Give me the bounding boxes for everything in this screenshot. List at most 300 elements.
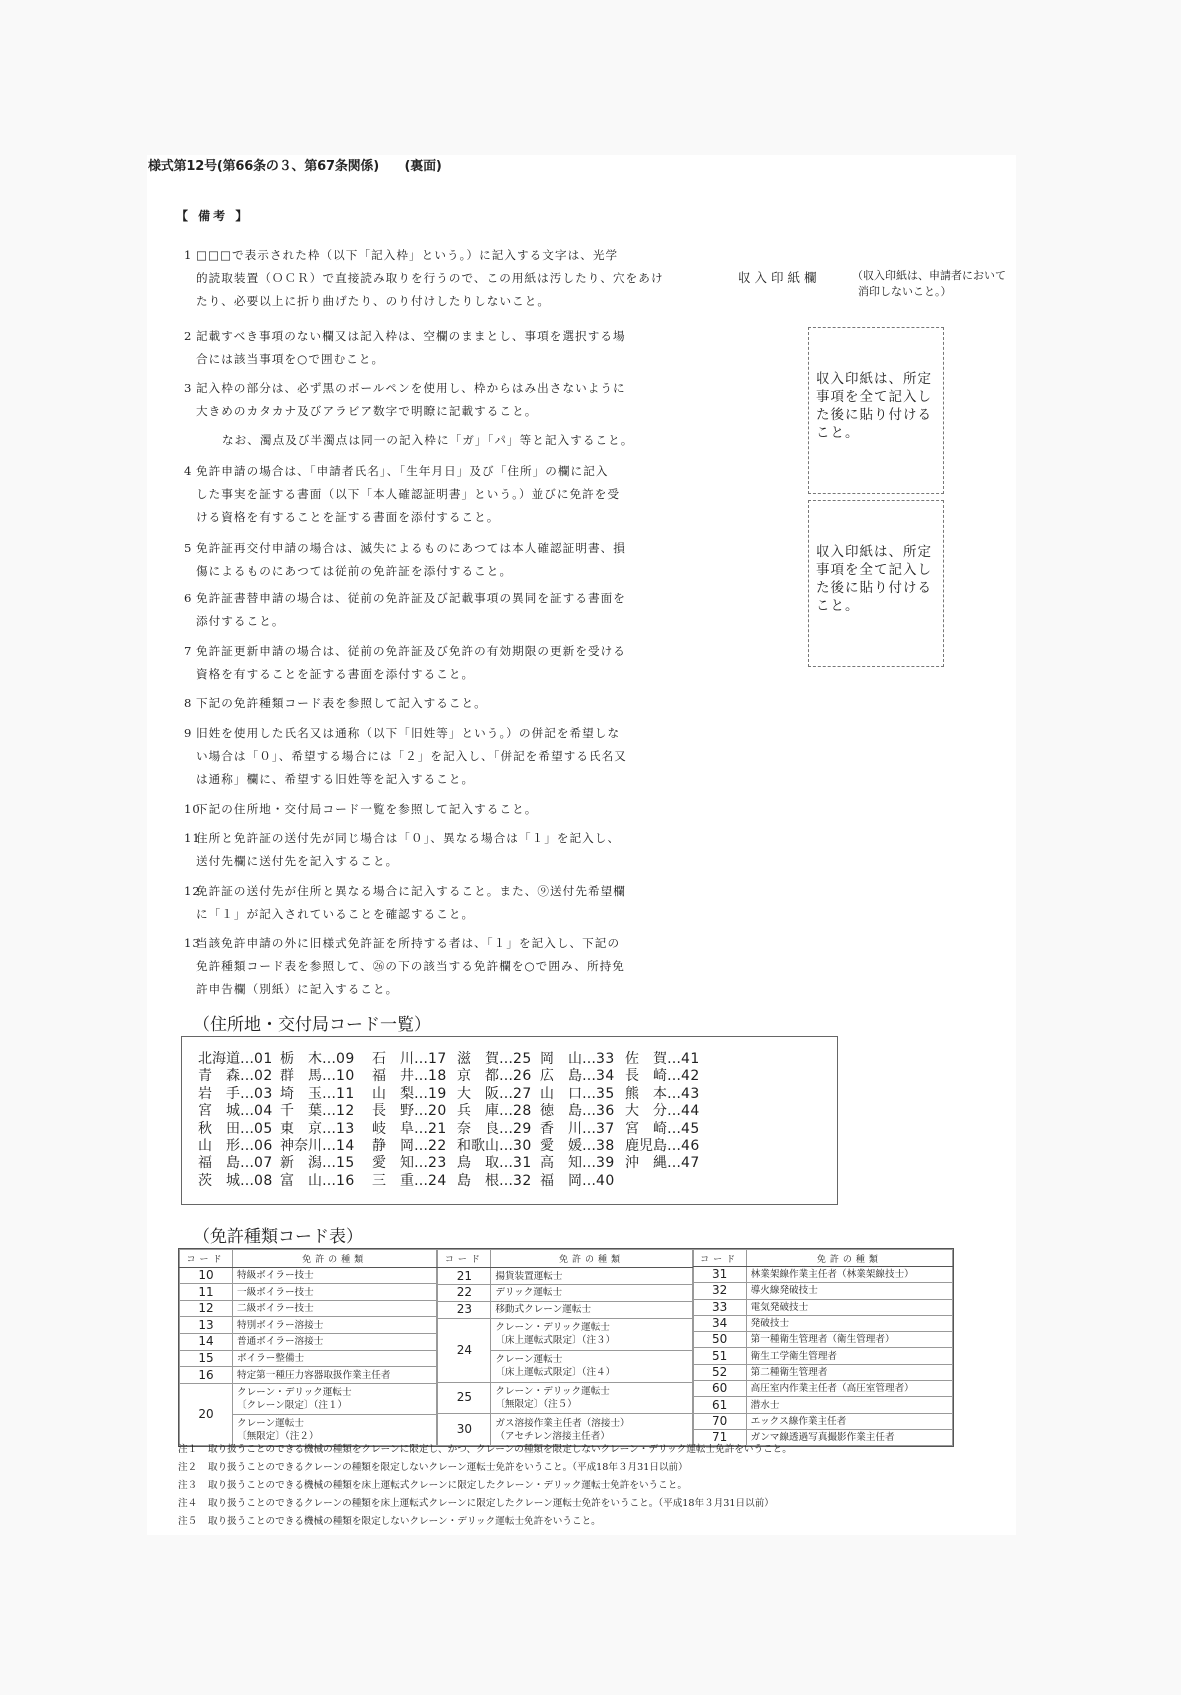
leader-dots: … <box>499 1137 513 1154</box>
remark-item <box>184 798 537 821</box>
leader-dots: … <box>582 1155 596 1172</box>
prefecture-code: 15 <box>336 1155 355 1172</box>
leader-dots: … <box>582 1103 596 1120</box>
prefecture-code: 01 <box>254 1051 273 1067</box>
license-code: 14 <box>180 1334 233 1351</box>
prefecture-name: 熊 本 <box>625 1085 667 1102</box>
remark-item <box>184 537 626 583</box>
remark-line: 免許申請の場合は、「申請者氏名」、「生年月日」及び「住所」の欄に記入 <box>196 464 609 478</box>
leader-dots: … <box>582 1120 596 1137</box>
license-code: 52 <box>693 1364 746 1380</box>
leader-dots: … <box>667 1103 681 1120</box>
table-row <box>693 1315 952 1331</box>
prefecture-code: 36 <box>596 1103 615 1120</box>
residence-code-entry <box>457 1103 540 1120</box>
prefecture-code: 34 <box>596 1068 615 1085</box>
prefecture-name: 兵 庫 <box>457 1103 499 1120</box>
license-code: 30 <box>438 1414 491 1446</box>
note-label: 注２ <box>178 1462 198 1473</box>
prefecture-name: 香 川 <box>540 1120 582 1137</box>
prefecture-name: 東 京 <box>280 1120 322 1137</box>
prefecture-name: 鹿児島 <box>625 1137 667 1154</box>
prefecture-name: 山 梨 <box>372 1085 414 1102</box>
prefecture-code: 29 <box>513 1120 532 1137</box>
residence-code-entry <box>457 1173 540 1190</box>
table-row <box>438 1301 692 1318</box>
stamp-box-line: 事項を全て記入し <box>816 389 932 405</box>
leader-dots: … <box>499 1172 513 1189</box>
prefecture-code: 22 <box>428 1137 447 1154</box>
remark-line: なお、濁点及び半濁点は同一の記入枠に「ガ」「パ」等と記入すること。 <box>222 433 634 447</box>
prefecture-code: 37 <box>596 1120 615 1137</box>
table-row <box>693 1299 952 1315</box>
remark-item <box>184 377 626 423</box>
residence-code-entry <box>540 1138 625 1155</box>
remark-line: 当該免許申請の外に旧様式免許証を所持する者は、「１」を記入し、下記の <box>196 936 621 950</box>
prefecture-name: 長 野 <box>372 1103 414 1120</box>
residence-code-entry <box>198 1121 280 1138</box>
prefecture-code: 39 <box>596 1155 615 1172</box>
residence-code-entry <box>280 1173 372 1190</box>
prefecture-code: 20 <box>428 1103 447 1120</box>
license-type: 特別ボイラー溶接士 <box>233 1317 437 1334</box>
table-row <box>438 1268 692 1285</box>
leader-dots: … <box>667 1155 681 1172</box>
prefecture-code: 14 <box>336 1137 355 1154</box>
license-code: 33 <box>693 1299 746 1315</box>
note-text: 取り扱うことのできるクレーンの種類を床上運転式クレーンに限定したクレーン運転士免許をいうこと。（平成18年３月31日以前） <box>208 1498 774 1509</box>
residence-code-entry <box>625 1121 705 1138</box>
table-row <box>693 1283 952 1299</box>
residence-code-entry <box>280 1155 372 1172</box>
prefecture-code: 28 <box>513 1103 532 1120</box>
remark-line: 送付先欄に送付先を記入すること。 <box>196 854 399 868</box>
leader-dots: … <box>414 1155 428 1172</box>
remarks-heading: 【 備考 】 <box>176 209 251 223</box>
leader-dots: … <box>499 1068 513 1085</box>
leader-dots: … <box>667 1120 681 1137</box>
prefecture-code: 13 <box>336 1120 355 1137</box>
license-code: 23 <box>438 1301 491 1318</box>
note-text: 取り扱うことのできるクレーンの種類を限定しないクレーン運転士免許をいうこと。（平成18年３月31日以前） <box>208 1462 688 1473</box>
license-type: 衛生工学衛生管理者 <box>746 1348 952 1364</box>
license-type: 二級ボイラー技士 <box>233 1300 437 1317</box>
residence-code-entry <box>540 1068 625 1085</box>
remark-number: 3 <box>184 381 193 395</box>
residence-code-entry <box>198 1155 280 1172</box>
header-license-type: 免許の種類 <box>746 1250 952 1267</box>
leader-dots: … <box>240 1155 254 1172</box>
prefecture-code: 05 <box>254 1120 273 1137</box>
residence-code-entry <box>372 1103 457 1120</box>
license-table-col1 <box>179 1249 437 1446</box>
leader-dots: … <box>582 1051 596 1067</box>
prefecture-name: 岐 阜 <box>372 1120 414 1137</box>
prefecture-code: 08 <box>254 1172 273 1189</box>
license-type: エックス線作業主任者 <box>746 1413 952 1429</box>
prefecture-code: 16 <box>336 1172 355 1189</box>
table-row <box>693 1267 952 1283</box>
table-row <box>693 1348 952 1364</box>
remark-number: 13 <box>184 936 201 950</box>
prefecture-code: 30 <box>513 1137 532 1154</box>
leader-dots: … <box>322 1068 336 1085</box>
residence-code-entry <box>625 1103 705 1120</box>
prefecture-name: 島 根 <box>457 1172 499 1189</box>
prefecture-name: 愛 知 <box>372 1155 414 1172</box>
leader-dots: … <box>414 1051 428 1067</box>
remark-line: 下記の免許種類コード表を参照して記入すること。 <box>196 696 487 710</box>
license-type: 一級ボイラー技士 <box>233 1284 437 1301</box>
leader-dots: … <box>322 1137 336 1154</box>
prefecture-name: 愛 媛 <box>540 1137 582 1154</box>
leader-dots: … <box>667 1051 681 1067</box>
residence-code-entry <box>372 1086 457 1103</box>
stamp-box-line: 事項を全て記入し <box>816 562 932 578</box>
remark-line: 的読取装置（ＯＣＲ）で直接読み取りを行うので、この用紙は汚したり、穴をあけ <box>196 271 664 285</box>
license-type: 特定第一種圧力容器取扱作業主任者 <box>233 1367 437 1384</box>
prefecture-name: 鳥 取 <box>457 1155 499 1172</box>
remark-line: 許申告欄（別紙）に記入すること。 <box>196 982 399 996</box>
stamp-note-line: （収入印紙は、申請者において <box>852 269 1006 282</box>
remark-number: 10 <box>184 802 201 816</box>
prefecture-name: 青 森 <box>198 1068 240 1085</box>
header-code: コード <box>180 1250 233 1268</box>
table-row <box>438 1285 692 1302</box>
license-code-title: （免許種類コード表） <box>193 1227 363 1247</box>
remark-item <box>184 880 626 926</box>
note-item <box>178 1513 792 1531</box>
residence-code-entry <box>457 1051 540 1068</box>
leader-dots: … <box>414 1172 428 1189</box>
remark-number: 8 <box>184 696 193 710</box>
remark-line: たり、必要以上に折り曲げたり、のり付けしたりしないこと。 <box>196 294 551 308</box>
leader-dots: … <box>322 1155 336 1172</box>
note-label: 注４ <box>178 1498 198 1509</box>
stamp-box-line: た後に貼り付ける <box>816 407 932 423</box>
prefecture-code: 17 <box>428 1051 447 1067</box>
residence-code-entry <box>457 1155 540 1172</box>
prefecture-name: 宮 崎 <box>625 1120 667 1137</box>
leader-dots: … <box>414 1120 428 1137</box>
residence-code-entry <box>372 1138 457 1155</box>
license-code: 70 <box>693 1413 746 1429</box>
table-row <box>438 1318 692 1350</box>
table-row <box>693 1364 952 1380</box>
leader-dots: … <box>322 1120 336 1137</box>
remark-line: 免許証再交付申請の場合は、滅失によるものにあつては本人確認証明書、損 <box>196 541 626 555</box>
leader-dots: … <box>499 1103 513 1120</box>
table-row <box>180 1284 437 1301</box>
license-type: 導火線発破技士 <box>746 1283 952 1299</box>
license-code: 60 <box>693 1381 746 1397</box>
residence-code-entry <box>457 1138 540 1155</box>
residence-code-title: （住所地・交付局コード一覧） <box>193 1015 431 1035</box>
license-code: 11 <box>180 1284 233 1301</box>
leader-dots: … <box>414 1137 428 1154</box>
leader-dots: … <box>414 1103 428 1120</box>
license-type: 林業架線作業主任者（林業架線技士） <box>746 1267 952 1283</box>
residence-code-entry <box>372 1068 457 1085</box>
prefecture-name: 茨 城 <box>198 1172 240 1189</box>
prefecture-code: 33 <box>596 1051 615 1067</box>
prefecture-name: 秋 田 <box>198 1120 240 1137</box>
prefecture-code: 06 <box>254 1137 273 1154</box>
residence-code-entry <box>372 1173 457 1190</box>
note-item <box>178 1477 792 1495</box>
remark-number: 9 <box>184 726 193 740</box>
remark-line: 旧姓を使用した氏名又は通称（以下「旧姓等」という。）の併記を希望しな <box>196 726 621 740</box>
residence-code-entry <box>540 1051 625 1068</box>
license-code: 13 <box>180 1317 233 1334</box>
prefecture-code: 35 <box>596 1085 615 1102</box>
prefecture-name: 徳 島 <box>540 1103 582 1120</box>
residence-code-entry <box>372 1121 457 1138</box>
table-row <box>180 1267 437 1284</box>
leader-dots: … <box>240 1120 254 1137</box>
residence-code-entry <box>198 1173 280 1190</box>
prefecture-code: 41 <box>681 1051 700 1067</box>
leader-dots: … <box>582 1137 596 1154</box>
remark-line: は通称」欄に、希望する旧姓等を記入すること。 <box>196 772 475 786</box>
header-license-type: 免許の種類 <box>233 1250 437 1268</box>
leader-dots: … <box>414 1068 428 1085</box>
note-item <box>178 1495 792 1513</box>
remark-item <box>184 692 487 715</box>
leader-dots: … <box>582 1085 596 1102</box>
prefecture-name: 静 岡 <box>372 1137 414 1154</box>
prefecture-code: 43 <box>681 1085 700 1102</box>
prefecture-name: 広 島 <box>540 1068 582 1085</box>
residence-code-entry <box>625 1086 705 1103</box>
license-code: 50 <box>693 1332 746 1348</box>
prefecture-name: 長 崎 <box>625 1068 667 1085</box>
leader-dots: … <box>240 1137 254 1154</box>
remark-item <box>197 429 633 452</box>
leader-dots: … <box>240 1068 254 1085</box>
prefecture-name: 三 重 <box>372 1172 414 1189</box>
residence-code-entry <box>457 1068 540 1085</box>
revenue-stamp-box <box>808 327 944 494</box>
remark-line: 記載すべき事項のない欄又は記入枠は、空欄のままとし、事項を選択する場 <box>196 329 626 343</box>
prefecture-name: 山 口 <box>540 1085 582 1102</box>
residence-code-entry <box>372 1051 457 1068</box>
residence-code-entry <box>280 1086 372 1103</box>
remark-line: 添付すること。 <box>196 614 285 628</box>
license-code: 22 <box>438 1285 491 1302</box>
license-type: 電気発破技士 <box>746 1299 952 1315</box>
header-code: コード <box>438 1250 491 1268</box>
prefecture-code: 44 <box>681 1103 700 1120</box>
remark-item <box>184 460 620 529</box>
prefecture-name: 富 山 <box>280 1172 322 1189</box>
license-code: 10 <box>180 1267 233 1284</box>
remark-item <box>184 722 627 791</box>
remark-line: 傷によるものにあつては従前の免許証を添付すること。 <box>196 564 513 578</box>
stamp-box-text <box>816 370 932 442</box>
residence-code-entry <box>457 1086 540 1103</box>
license-code: 20 <box>180 1383 233 1445</box>
prefecture-name: 岡 山 <box>540 1051 582 1067</box>
license-code: 51 <box>693 1348 746 1364</box>
license-code: 24 <box>438 1318 491 1382</box>
license-code: 25 <box>438 1382 491 1414</box>
leader-dots: … <box>667 1085 681 1102</box>
prefecture-code: 09 <box>336 1051 355 1067</box>
prefecture-code: 42 <box>681 1068 700 1085</box>
license-code: 16 <box>180 1367 233 1384</box>
license-type: デリック運転士 <box>491 1285 692 1302</box>
remark-item <box>184 244 664 313</box>
table-header-row <box>693 1250 952 1267</box>
prefecture-code: 21 <box>428 1120 447 1137</box>
table-row <box>180 1383 437 1414</box>
remark-line: 免許証更新申請の場合は、従前の免許証及び免許の有効期限の更新を受ける <box>196 644 626 658</box>
license-type: 第二種衛生管理者 <box>746 1364 952 1380</box>
residence-code-entry <box>280 1138 372 1155</box>
table-row <box>180 1300 437 1317</box>
remark-line: □□□で表示された枠（以下「記入枠」という。）に記入する文字は、光学 <box>196 248 619 262</box>
prefecture-name: 宮 城 <box>198 1103 240 1120</box>
table-row <box>693 1413 952 1429</box>
remark-number: 4 <box>184 464 193 478</box>
license-table-col3 <box>693 1249 953 1446</box>
remark-item <box>184 587 626 633</box>
leader-dots: … <box>582 1172 596 1189</box>
license-code: 71 <box>693 1429 746 1445</box>
table-row <box>693 1332 952 1348</box>
prefecture-name: 滋 賀 <box>457 1051 499 1067</box>
license-type: 高圧室内作業主任者（高圧室管理者） <box>746 1381 952 1397</box>
remark-line: 合には該当事項を○で囲むこと。 <box>196 352 385 366</box>
remark-item <box>184 325 626 371</box>
prefecture-name: 山 形 <box>198 1137 240 1154</box>
prefecture-code: 27 <box>513 1085 532 1102</box>
note-label: 注１ <box>178 1444 198 1455</box>
leader-dots: … <box>667 1068 681 1085</box>
prefecture-code: 31 <box>513 1155 532 1172</box>
remark-number: 7 <box>184 644 193 658</box>
license-type: 潜水士 <box>746 1397 952 1413</box>
license-type: 第一種衛生管理者（衛生管理者） <box>746 1332 952 1348</box>
remark-line: 住所と免許証の送付先が同じ場合は「０」、異なる場合は「１」を記入し、 <box>196 831 621 845</box>
note-label: 注３ <box>178 1480 198 1491</box>
prefecture-name: 岩 手 <box>198 1085 240 1102</box>
license-code-table <box>178 1248 954 1447</box>
notes-list <box>178 1441 792 1531</box>
prefecture-name: 沖 縄 <box>625 1155 667 1172</box>
remark-line: 下記の住所地・交付局コード一覧を参照して記入すること。 <box>196 802 538 816</box>
remark-line: 大きめのカタカナ及びアラビア数字で明瞭に記載すること。 <box>196 404 538 418</box>
residence-code-entry <box>625 1155 705 1172</box>
license-code: 34 <box>693 1315 746 1331</box>
license-type: ガス溶接作業主任者（溶接士） （アセチレン溶接主任者） <box>491 1414 692 1446</box>
header-license-type: 免許の種類 <box>491 1250 692 1268</box>
prefecture-code: 02 <box>254 1068 273 1085</box>
revenue-stamp-label: 収入印紙欄 <box>738 270 821 285</box>
remark-line: 免許種類コード表を参照して、㉖の下の該当する免許欄を○で囲み、所持免 <box>196 959 625 973</box>
remark-line: した事実を証する書面（以下「本人確認証明書」という。）並びに免許を受 <box>196 487 621 501</box>
license-code: 61 <box>693 1397 746 1413</box>
leader-dots: … <box>499 1120 513 1137</box>
license-type: クレーン運転士 〔無限定〕（注２） <box>233 1415 437 1446</box>
table-row <box>180 1367 437 1384</box>
remark-line: に「１」が記入されていることを確認すること。 <box>196 907 475 921</box>
remark-number: 5 <box>184 541 193 555</box>
revenue-stamp-box <box>808 500 944 667</box>
leader-dots: … <box>322 1085 336 1102</box>
prefecture-code: 18 <box>428 1068 447 1085</box>
leader-dots: … <box>582 1068 596 1085</box>
remark-line: 免許証書替申請の場合は、従前の免許証及び記載事項の異同を証する書面を <box>196 591 626 605</box>
table-row <box>438 1382 692 1414</box>
remark-number: 11 <box>184 831 201 845</box>
leader-dots: … <box>240 1085 254 1102</box>
table-row <box>693 1381 952 1397</box>
stamp-note-line: 消印しないこと。） <box>858 285 952 298</box>
license-type: ガンマ線透過写真撮影作業主任者 <box>746 1429 952 1445</box>
table-row <box>180 1334 437 1351</box>
remark-number: 6 <box>184 591 193 605</box>
prefecture-name: 福 岡 <box>540 1172 582 1189</box>
license-code: 32 <box>693 1283 746 1299</box>
leader-dots: … <box>499 1085 513 1102</box>
prefecture-code: 23 <box>428 1155 447 1172</box>
remark-number: 1 <box>184 248 193 262</box>
prefecture-name: 京 都 <box>457 1068 499 1085</box>
table-row <box>180 1350 437 1367</box>
table-row <box>180 1317 437 1334</box>
leader-dots: … <box>240 1051 254 1067</box>
license-type: クレーン運転士 〔床上運転式限定〕（注４） <box>491 1350 692 1382</box>
residence-code-entry <box>198 1103 280 1120</box>
prefecture-name: 群 馬 <box>280 1068 322 1085</box>
residence-code-entry <box>198 1086 280 1103</box>
residence-code-entry <box>625 1051 705 1068</box>
license-type: クレーン・デリック運転士 〔無限定〕（注５） <box>491 1382 692 1414</box>
residence-code-entry <box>280 1051 372 1068</box>
residence-code-entry <box>372 1155 457 1172</box>
prefecture-code: 11 <box>336 1085 355 1102</box>
form-title: 様式第12号(第66条の３、第67条関係) (裏面) <box>148 159 442 174</box>
leader-dots: … <box>322 1051 336 1067</box>
leader-dots: … <box>667 1137 681 1154</box>
remark-item <box>184 932 625 1001</box>
license-code: 15 <box>180 1350 233 1367</box>
remark-line: 記入枠の部分は、必ず黒のボールペンを使用し、枠からはみ出さないように <box>196 381 626 395</box>
prefecture-code: 47 <box>681 1155 700 1172</box>
leader-dots: … <box>322 1172 336 1189</box>
residence-code-entry <box>198 1051 280 1068</box>
prefecture-code: 03 <box>254 1085 273 1102</box>
prefecture-name: 福 井 <box>372 1068 414 1085</box>
prefecture-code: 07 <box>254 1155 273 1172</box>
license-type: 移動式クレーン運転士 <box>491 1301 692 1318</box>
residence-code-entry <box>280 1121 372 1138</box>
stamp-box-line: こと。 <box>816 598 860 614</box>
remark-line: 資格を有することを証する書面を添付すること。 <box>196 667 475 681</box>
leader-dots: … <box>322 1103 336 1120</box>
stamp-box-line: こと。 <box>816 425 860 441</box>
residence-code-entry <box>625 1138 705 1155</box>
prefecture-name: 栃 木 <box>280 1051 322 1067</box>
license-type: 普通ボイラー溶接士 <box>233 1334 437 1351</box>
stamp-box-line: 収入印紙は、所定 <box>816 544 932 560</box>
license-type: 特級ボイラー技士 <box>233 1267 437 1284</box>
prefecture-code: 32 <box>513 1172 532 1189</box>
residence-code-entry <box>540 1121 625 1138</box>
license-type: ボイラー整備士 <box>233 1350 437 1367</box>
